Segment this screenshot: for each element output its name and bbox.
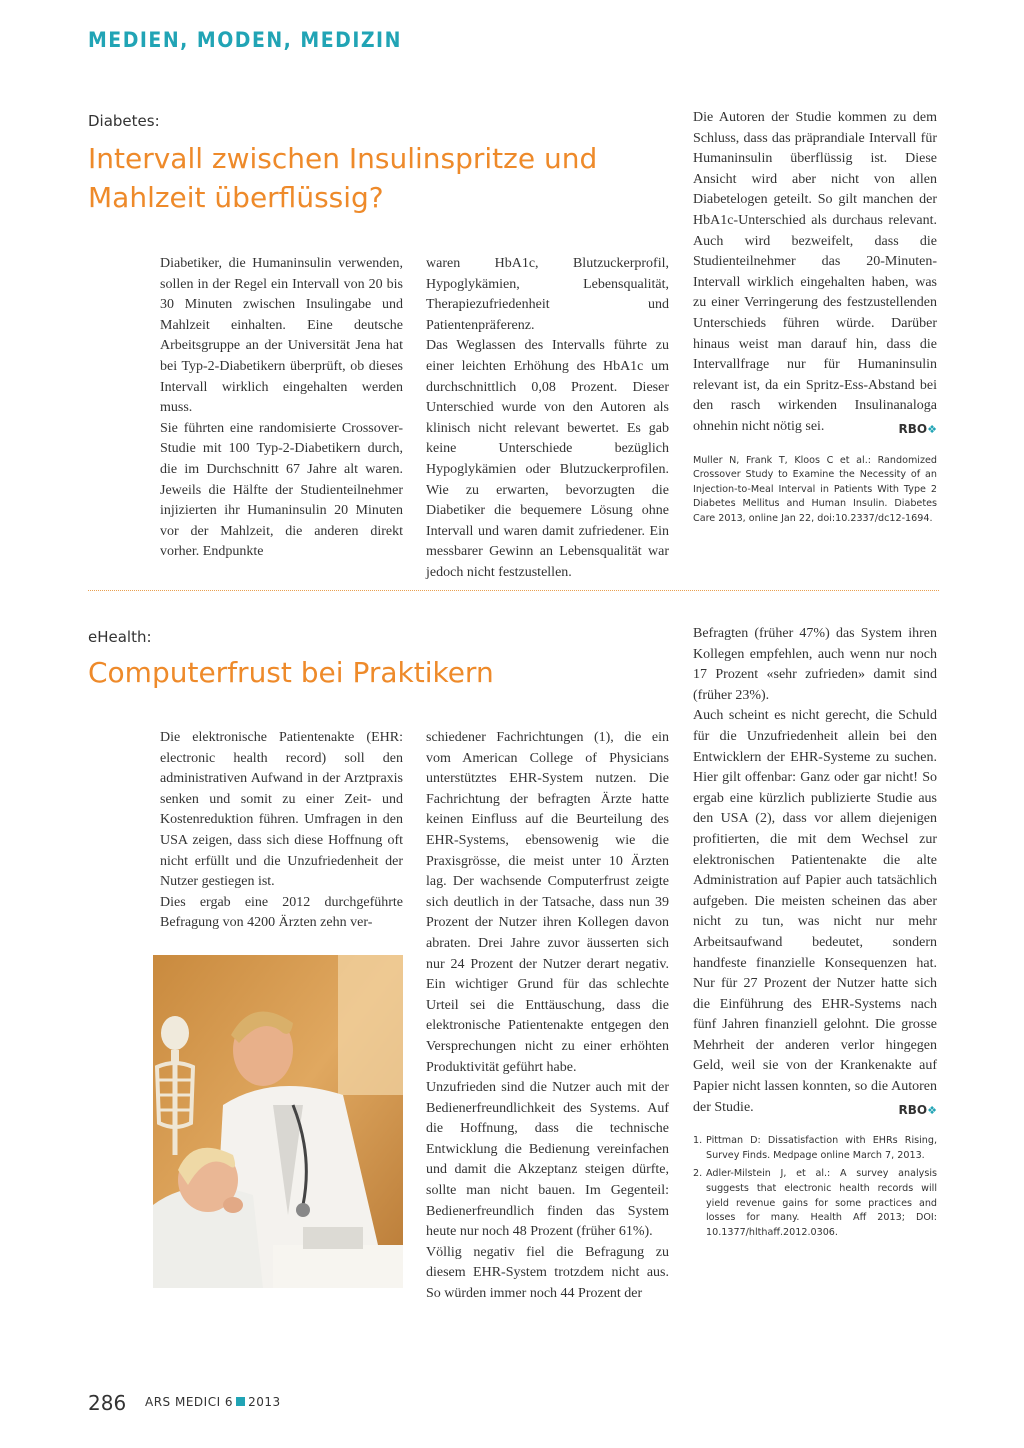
article1-col1-paragraph: Diabetiker, die Humaninsulin verwenden, sollen in der Regel ein Intervall von 20 bis 30 Minuten zwischen Insulingabe und Mahlzeit einhalten. Eine deutsche Arbeitsgruppe an der Universität Jena hat bei Typ-2-Diabetikern überprüft, ob dieses Intervall wirklich eingehalten werden muss. — [160, 256, 403, 416]
article1-col2-paragraph: waren HbA1c, Blutzuckerprofil, Hypoglykämien, Lebensqualität, Therapiezufriedenheit und Patientenpräferenz. — [426, 256, 669, 333]
article1-signature — [899, 419, 937, 441]
article2-col3-paragraph: Befragten (früher 47%) das System ihren Kollegen empfehlen, auch wenn nur noch 17 Prozent «sehr zufrieden» damit sind (früher 23%). — [693, 626, 937, 703]
article2-column-1 — [160, 728, 403, 934]
reference-number: 2. — [693, 1168, 703, 1180]
section-divider — [88, 590, 939, 591]
article1-col1-paragraph: Sie führten eine randomisierte Crossover-Studie mit 100 Typ-2-Diabetikern durch, die im Durchschnitt 67 Jahre alt waren. Jeweils die Hälfte der Studienteilnehmer injizierten ihr Humaninsulin 20 Minuten vor der Mahlzeit, die anderen direkt vorher. Endpunkte — [160, 420, 403, 560]
magazine-name: ARS MEDICI 6 — [145, 1395, 234, 1409]
article2-column-2 — [426, 728, 669, 1305]
article1-column-2 — [426, 254, 669, 584]
issue-year: 2013 — [248, 1395, 281, 1409]
reference-text: Adler-Milstein J, et al.: A survey analysis suggests that electronic health records will yield revenue gains for some practices and losses for many. Health Aff 2013; DOI: 10.1377/hlthaff.2012.0306. — [706, 1168, 937, 1238]
page-number: 286 — [88, 1391, 127, 1415]
article2-signature — [899, 1100, 937, 1122]
article2-col1-paragraph: Dies ergab eine 2012 durchgeführte Befragung von 4200 Ärzten zehn ver- — [160, 894, 403, 931]
diamond-icon: ❖ — [927, 1103, 937, 1117]
article1-signature-text: RBO — [898, 421, 928, 436]
article2-kicker: eHealth: — [88, 628, 152, 646]
article1-title-line2: Mahlzeit überflüssig? — [88, 181, 384, 214]
reference-item — [693, 1167, 937, 1240]
article2-col1-paragraph: Die elektronische Patientenakte (EHR: electronic health record) soll den administrativen Aufwand in der Arztpraxis senken und somit zu einer Zeit- und Kostenreduktion führen. Umfragen in den USA zeigen, dass sich diese Hoffnung oft nicht erfüllt und die Unzufriedenheit der Nutzer gestiegen ist. — [160, 730, 403, 890]
article2-col2-paragraph: Völlig negativ fiel die Befragung zu diesem EHR-System trotzdem nicht aus. So würden immer noch 44 Prozent der — [426, 1244, 669, 1302]
article1-col3-paragraph — [693, 108, 937, 438]
article2-col2-paragraph: Unzufrieden sind die Nutzer auch mit der Bedienerfreundlichkeit des Systems. Auf die Hoffnung, dass die technische Entwicklung die Bedienung vereinfachen und damit die Akzeptanz steigen dürfte, sollte man nicht bauen. Im Gegenteil: Bedienerfreundlich finden das System heute nur noch 48 Prozent (früher 61%). — [426, 1080, 669, 1240]
article1-title — [88, 139, 648, 217]
article2-signature-text: RBO — [898, 1102, 928, 1117]
square-icon — [236, 1397, 245, 1406]
magazine-footer — [145, 1395, 281, 1409]
article1-title-line1: Intervall zwischen Insulinspritze und — [88, 142, 598, 175]
article2-title: Computerfrust bei Praktikern — [88, 656, 494, 689]
article2-column-3 — [693, 624, 937, 1244]
article2-col2-paragraph: schiedener Fachrichtungen (1), die ein vom American College of Physicians unterstütztes EHR-System nutzen. Die Fachrichtung der befragten Ärzte hatte keinen Einfluss auf die Beurteilung des EHR-Systems, ebensowenig wie die Praxisgrösse, die meist unter 10 Ärzten lag. Der wachsende Computerfrust zeigte sich deutlich in der Tatsache, dass nun 39 Prozent der Nutzer ihren Kollegen davon abraten. Drei Jahre zuvor äusserten sich nur 24 Prozent der Nutzer derart negativ. Ein wichtiger Grund für das schlechte Urteil sei die Enttäuschung, dass die elektronische Patientenakte entgegen den Versprechungen nicht zu einer erhöhten Produktivität geführt habe. — [426, 730, 669, 1075]
section-rubric: MEDIEN, MODEN, MEDIZIN — [88, 28, 402, 52]
reference-item — [693, 1134, 937, 1163]
article1-reference: Muller N, Frank T, Kloos C et al.: Randomized Crossover Study to Examine the Necessity of an Injection-to-Meal Interval in Patients With Type 2 Diabetes Mellitus and Human Insulin. Diabetes Care 2013, online Jan 22, doi:10.2337/dc12-1694. — [693, 454, 937, 524]
diamond-icon: ❖ — [927, 422, 937, 436]
article1-column-1 — [160, 254, 403, 563]
article2-reference-list — [693, 1134, 937, 1240]
doctor-patient-photo — [153, 955, 403, 1288]
article1-column-3 — [693, 108, 937, 526]
article1-kicker: Diabetes: — [88, 112, 160, 130]
article2-col3-text: Auch scheint es nicht gerecht, die Schuld für die Unzufriedenheit allein bei den Entwicklern der EHR-Systeme zu suchen. Hier gilt offenbar: Ganz oder gar nicht! So ergab eine kürzlich publizierte Studie aus den USA (2), dass vor allem diejenigen profitierten, die mit dem Wechsel zur elektronischen Patientenakte die alte Administration auf Papier auch tatsächlich aufgeben. Die meisten scheinen das aber nicht zu tun, was nicht nur mehr Arbeitsaufwand bedeutet, sondern handfeste finanzielle Konsequenzen hat. Nur für 27 Prozent der Nutzer hatte sich die Einführung des EHR-Systems nach fünf Jahren finanziell gelohnt. Die grosse Mehrheit der anderen verlor hingegen Geld, weil sie von der Krankenakte auf Papier nicht lassen konnten, so die Autoren der Studie. — [693, 708, 937, 1115]
article1-col2-paragraph: Das Weglassen des Intervalls führte zu einer leichten Erhöhung des HbA1c um durchschnittlich 0,08 Prozent. Dieser Unterschied wurde von den Autoren als klinisch nicht relevant bewertet. Es gab keine Unterschiede bezüglich Hypoglykämien oder Blutzuckerprofilen. Wie zu erwarten, bevorzugten die Diabetiker die bequemere Lösung ohne Intervall und waren damit zufriedener. Ein messbarer Gewinn an Lebensqualität war jedoch nicht festzustellen. — [426, 338, 669, 580]
article1-col3-text: Die Autoren der Studie kommen zu dem Schluss, dass das präprandiale Intervall für Humaninsulin überflüssig ist. Diese Ansicht wird aber nicht von allen Diabetelogen geteilt. So gilt manchen der HbA1c-Unterschied als durchaus relevant. Auch wird bezweifelt, dass die Studienteilnehmer das 20-Minuten-Intervall wirklich eingehalten haben, was zu einer Verringerung des festzustellenden Unterschieds führen würde. Darüber hinaus weist man darauf hin, dass die Intervallfrage nur für Humaninsulin relevant ist, da ein Spritz-Ess-Abstand bei den rasch wirkenden Insulinanaloga ohnehin nicht nötig sei. — [693, 110, 937, 434]
reference-number: 1. — [693, 1135, 703, 1147]
reference-text: Pittman D: Dissatisfaction with EHRs Rising, Survey Finds. Medpage online March 7, 2013. — [706, 1135, 937, 1161]
article2-col3-paragraph — [693, 706, 937, 1118]
